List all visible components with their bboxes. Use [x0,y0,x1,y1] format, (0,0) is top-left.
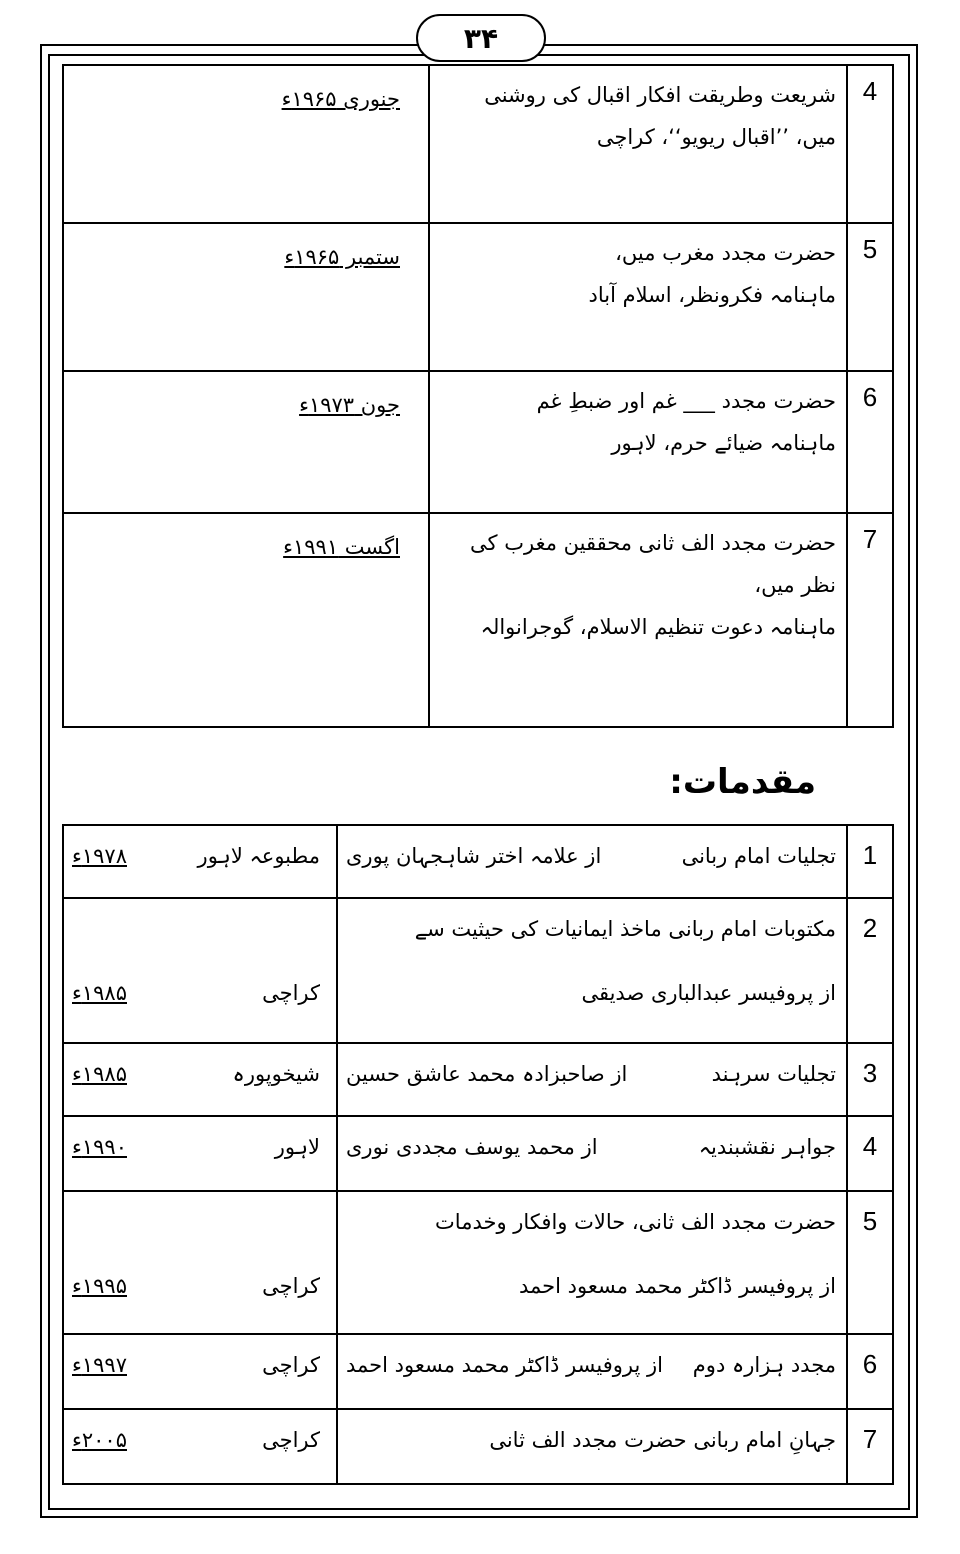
article-title-line: ماہنامہ فکرونظر، اسلام آباد [588,283,836,307]
table-row [63,1116,893,1191]
preface-desc-cell [337,1409,847,1484]
preface-book: مجدد ہزارہ دوم [692,1353,836,1377]
preface-place: کراچی [262,1353,320,1377]
table-row [63,371,893,513]
preface-author: از محمد یوسف مجددی نوری [346,1135,598,1159]
preface-book: تجلیات سرہند [711,1062,836,1086]
article-date-cell [63,371,429,513]
article-title-line: حضرت مجدد الف ثانی محققین مغرب کی [470,531,836,555]
preface-book: مکتوبات امام ربانی ماخذ ایمانیات کی حیثیت سے [414,917,836,941]
table-row [63,1409,893,1484]
preface-author: از علامہ اختر شاہجہان پوری [346,844,602,868]
row-number: 4 [847,65,893,223]
preface-year: ۱۹۹۷ء [72,1353,127,1377]
preface-author: از پروفیسر عبدالباری صدیقی [581,981,836,1005]
row-number: 6 [847,1334,893,1409]
preface-place-cell [63,825,337,898]
preface-year: ۱۹۷۸ء [72,844,127,868]
table-row [63,223,893,371]
article-title-cell [429,371,847,513]
preface-place-cell [63,1043,337,1116]
preface-place-cell [63,1191,337,1334]
article-date-cell [63,513,429,727]
article-date: اگست ۱۹۹۱ء [283,535,400,559]
row-number: 5 [847,1191,893,1334]
preface-place: شیخوپورہ [232,1062,320,1086]
table-row [63,65,893,223]
preface-year: ۱۹۸۵ء [72,981,127,1005]
row-number: 7 [847,513,893,727]
preface-book: تجلیات امام ربانی [681,844,836,868]
preface-desc-cell [337,1043,847,1116]
preface-desc-cell [337,1116,847,1191]
article-title-line: نظر میں، [754,573,836,597]
table-row [63,1334,893,1409]
article-date-cell [63,223,429,371]
table-row [63,1043,893,1116]
table-row [63,898,893,1043]
articles-table [62,64,894,728]
article-date: جون ۱۹۷۳ء [299,393,400,417]
article-title-line: ماہنامہ دعوت تنظیم الاسلام، گوجرانوالہ [480,615,836,639]
preface-place-cell [63,1116,337,1191]
article-title-cell [429,65,847,223]
preface-place-cell [63,1409,337,1484]
preface-desc-cell [337,1334,847,1409]
preface-place-cell [63,1334,337,1409]
article-date-cell [63,65,429,223]
preface-place: کراچی [262,981,320,1005]
article-date: جنوری ۱۹۶۵ء [281,87,400,111]
article-title-line: حضرت مجدد مغرب میں، [615,241,836,265]
row-number: 4 [847,1116,893,1191]
article-title-line: ماہنامہ ضیائے حرم، لاہور [611,431,836,455]
preface-desc-cell [337,1191,847,1334]
preface-book: جواہر نقشبندیہ [698,1135,836,1159]
preface-place-cell [63,898,337,1043]
table-row [63,825,893,898]
preface-desc-cell [337,825,847,898]
preface-year: ۱۹۹۰ء [72,1135,127,1159]
preface-author: از پروفیسر ڈاکٹر محمد مسعود احمد [519,1274,836,1298]
preface-author: از صاحبزادہ محمد عاشق حسین [346,1062,628,1086]
article-title-line: شریعت وطریقت افکار اقبال کی روشنی [484,83,836,107]
preface-year: ۱۹۹۵ء [72,1274,127,1298]
row-number: 1 [847,825,893,898]
row-number: 6 [847,371,893,513]
preface-book: جہانِ امام ربانی حضرت مجدد الف ثانی [489,1428,836,1452]
prefaces-table [62,824,894,1485]
preface-year: ۲۰۰۵ء [72,1428,127,1452]
article-title-cell [429,223,847,371]
table-row [63,513,893,727]
article-title-line: حضرت مجدد ___ غم اور ضبطِ غم [536,389,836,413]
row-number: 2 [847,898,893,1043]
preface-place: لاہور [274,1135,320,1159]
preface-book: حضرت مجدد الف ثانی، حالات وافکار وخدمات [435,1210,836,1234]
row-number: 5 [847,223,893,371]
article-date: ستمبر ۱۹۶۵ء [284,245,400,269]
article-title-line: میں، ’’اقبال ریویو‘‘، کراچی [596,125,836,149]
preface-year: ۱۹۸۵ء [72,1062,127,1086]
table-row [63,1191,893,1334]
page-number: ۳۴ [416,14,546,62]
preface-desc-cell [337,898,847,1043]
section-heading: مقدمات: [669,762,816,802]
preface-author: از پروفیسر ڈاکٹر محمد مسعود احمد [346,1353,663,1377]
preface-place: کراچی [262,1274,320,1298]
article-title-cell [429,513,847,727]
row-number: 3 [847,1043,893,1116]
preface-place: کراچی [262,1428,320,1452]
preface-place: مطبوعہ لاہور [197,844,320,868]
row-number: 7 [847,1409,893,1484]
